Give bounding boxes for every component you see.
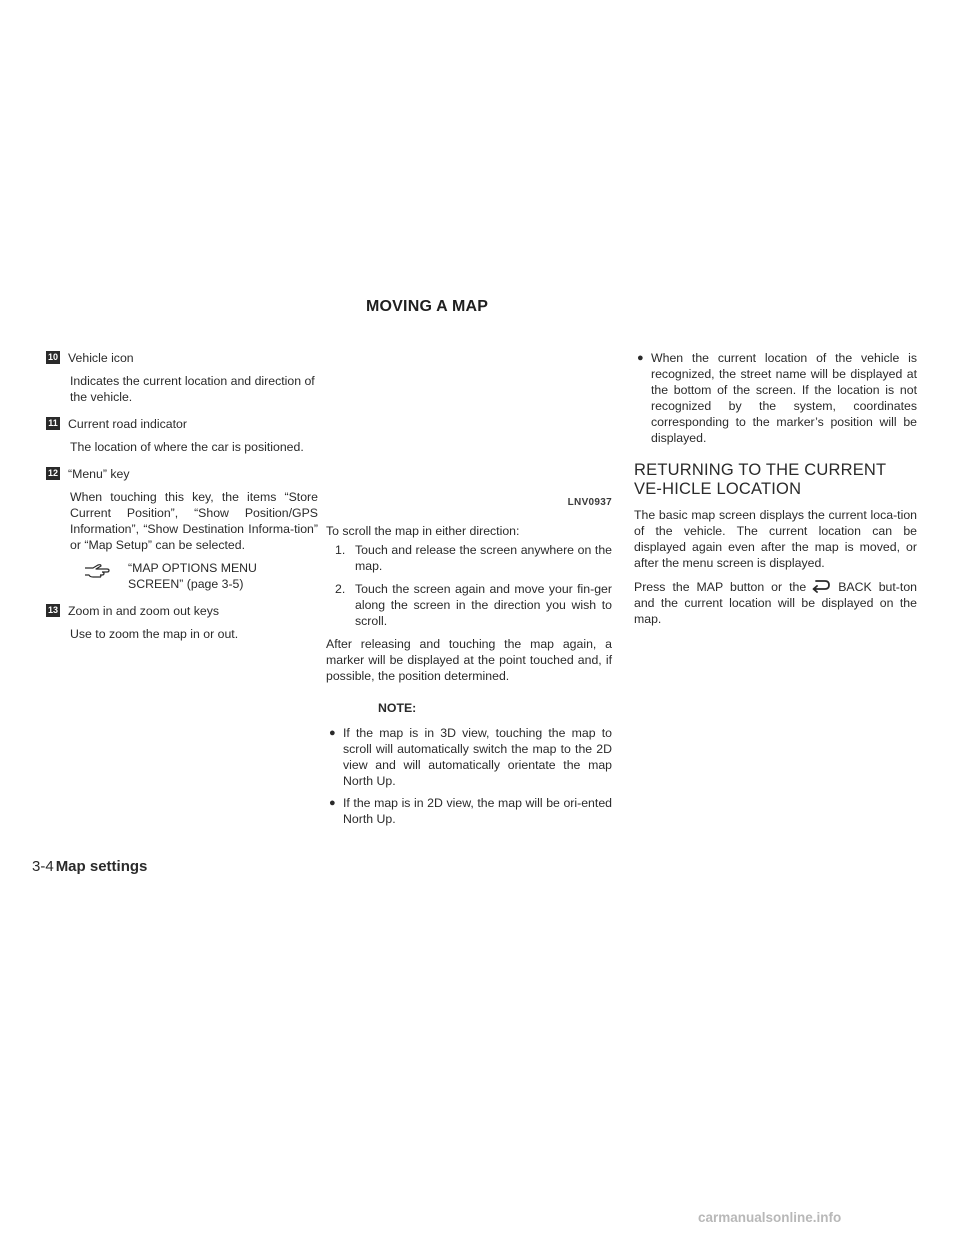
list-item <box>46 603 318 642</box>
section-title: MOVING A MAP <box>366 298 489 315</box>
paragraph <box>634 579 917 627</box>
list-item <box>46 466 318 592</box>
figure-label: LNV0937 <box>567 497 612 508</box>
item-description: The location of where the car is positioned. <box>70 440 304 454</box>
list-item <box>326 542 612 574</box>
pointing-hand-icon <box>84 560 110 578</box>
item-description: Use to zoom the map in or out. <box>70 627 239 641</box>
back-arrow-icon <box>810 579 832 593</box>
steps-list <box>326 542 612 629</box>
list-item <box>46 416 318 455</box>
note-bullet <box>326 795 612 827</box>
item-title: Current road indicator <box>68 417 187 431</box>
page-footer <box>32 858 147 875</box>
callout-number-badge: 10 <box>47 352 58 362</box>
column-left <box>46 350 318 653</box>
column-right <box>634 350 917 635</box>
footer-section-name: Map settings <box>55 858 148 875</box>
bullet-dot-icon: ● <box>637 352 644 364</box>
item-title: Zoom in and zoom out keys <box>68 604 220 618</box>
page-number: 3-4 <box>32 858 54 875</box>
watermark: carmanualsonline.info <box>698 1210 842 1225</box>
paragraph-text: BACK but-ton and the current location will be displayed on the map. <box>634 580 917 626</box>
note-bullet <box>634 350 917 446</box>
bullet-dot-icon: ● <box>329 797 336 809</box>
list-item <box>326 581 612 629</box>
note-title: NOTE: <box>378 701 417 715</box>
callout-number-badge: 13 <box>47 605 58 615</box>
item-description: Indicates the current location and direction of the vehicle. <box>70 374 315 404</box>
callout-number-badge: 11 <box>46 417 60 430</box>
list-item <box>46 350 318 405</box>
scroll-intro: To scroll the map in either direction: <box>326 524 520 538</box>
page-reference <box>84 560 318 592</box>
item-title: Vehicle icon <box>68 351 134 365</box>
note-bullet <box>326 725 612 789</box>
note-text: If the map is in 3D view, touching the map to scroll will automatically switch the map to the 2D view and will automatically orientate the map North Up. <box>343 726 612 788</box>
note-text: When the current location of the vehicle is recognized, the street name will be displayed at the bottom of the screen. If the location is not recognized by the system, coordinates corresponding to the marker’s position will be displayed. <box>651 351 917 445</box>
reference-text: “MAP OPTIONS MENU SCREEN” (page 3-5) <box>128 561 257 591</box>
item-description: When touching this key, the items “Store Current Position”, “Show Position/GPS Information”, “Show Destination Informa-tion” or “Map Setup” can be selected. <box>70 490 318 552</box>
step-number: 2. <box>335 582 346 596</box>
bullet-dot-icon: ● <box>329 727 336 739</box>
paragraph: After releasing and touching the map again, a marker will be displayed at the point touched and, if possible, the position determined. <box>326 637 612 683</box>
step-text: Touch the screen again and move your fin-ger along the screen in the direction you wish to scroll. <box>355 582 612 628</box>
column-middle <box>326 350 612 833</box>
item-title: “Menu” key <box>68 467 130 481</box>
note-text: If the map is in 2D view, the map will be ori-ented North Up. <box>343 796 612 826</box>
step-text: Touch and release the screen anywhere on the map. <box>355 543 612 573</box>
step-number: 1. <box>335 543 346 557</box>
callout-number-badge: 12 <box>47 468 58 478</box>
paragraph: The basic map screen displays the current loca-tion of the vehicle. The current location can be displayed again even after the map is moved, or after the menu screen is displayed. <box>634 508 917 570</box>
paragraph-text: Press the MAP button or the <box>634 580 807 594</box>
subsection-heading: RETURNING TO THE CURRENT VE-HICLE LOCATION <box>634 461 887 498</box>
